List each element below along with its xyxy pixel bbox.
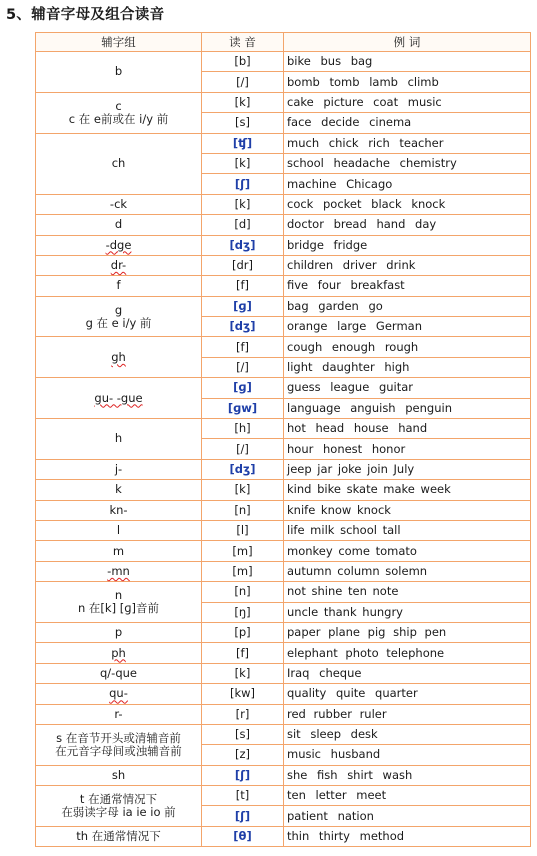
example-cell: kind bike skate make week (284, 480, 531, 500)
group-cell: h (36, 419, 202, 460)
sound-cell: [k] (202, 663, 284, 683)
example-cell: sit sleep desk (284, 724, 531, 744)
group-label: gu- -gue (94, 390, 143, 405)
sound-cell: [k] (202, 92, 284, 112)
sound-cell: [ʧ] (202, 133, 284, 153)
sound-cell: [t] (202, 786, 284, 806)
table-row (36, 643, 531, 663)
group-label: dr- (110, 258, 127, 273)
group-cell: sh (36, 765, 202, 785)
table-row (36, 541, 531, 561)
group-cell (36, 255, 202, 275)
table-row (36, 480, 531, 500)
group-cell: f (36, 276, 202, 296)
table-row (36, 704, 531, 724)
group-label: s 在音节开头或清辅音前 (56, 730, 181, 745)
sound-cell: [ʃ] (202, 174, 284, 194)
table-row (36, 622, 531, 642)
example-cell: doctor bread hand day (284, 215, 531, 235)
sound-cell: [ŋ] (202, 602, 284, 622)
group-cell (36, 582, 202, 623)
sound-cell: [l] (202, 520, 284, 540)
group-cell (36, 337, 202, 378)
group-cell (36, 561, 202, 581)
sound-cell: [/] (202, 357, 284, 377)
example-cell: face decide cinema (284, 113, 531, 133)
example-cell: orange large German (284, 317, 531, 337)
group-cell: ch (36, 133, 202, 194)
example-cell: red rubber ruler (284, 704, 531, 724)
table-row (36, 52, 531, 72)
table-row (36, 378, 531, 398)
table-row (36, 459, 531, 479)
table-row (36, 194, 531, 214)
example-cell: bomb tomb lamb climb (284, 72, 531, 92)
group-label: qu- (109, 686, 128, 701)
example-cell: cock pocket black knock (284, 194, 531, 214)
example-cell: school headache chemistry (284, 153, 531, 173)
sound-cell: [m] (202, 541, 284, 561)
sound-cell: [ɡ] (202, 296, 284, 316)
example-cell: not shine ten note (284, 582, 531, 602)
example-cell: cake picture coat music (284, 92, 531, 112)
group-label: ph (111, 645, 126, 660)
example-cell: hour honest honor (284, 439, 531, 459)
sound-cell: [/] (202, 72, 284, 92)
sound-cell: [dʒ] (202, 317, 284, 337)
sound-cell: [ʃ] (202, 765, 284, 785)
header-sound: 读 音 (202, 33, 284, 52)
group-label: gh (111, 349, 126, 364)
example-cell: jeep jar joke join July (284, 459, 531, 479)
table-row (36, 92, 531, 112)
example-cell: patient nation (284, 806, 531, 826)
sound-cell: [f] (202, 643, 284, 663)
group-label: c (115, 98, 122, 113)
example-cell: she fish shirt wash (284, 765, 531, 785)
sound-cell: [kw] (202, 684, 284, 704)
table-row (36, 826, 531, 846)
header-example: 例 词 (284, 33, 531, 52)
consonant-table (35, 32, 531, 847)
sound-cell: [s] (202, 724, 284, 744)
table-header-row (36, 33, 531, 52)
header-group: 辅字组 (36, 33, 202, 52)
group-cell: k (36, 480, 202, 500)
group-label: n (114, 588, 123, 603)
group-cell: -ck (36, 194, 202, 214)
group-cell (36, 786, 202, 827)
group-cell: p (36, 622, 202, 642)
example-cell: light daughter high (284, 357, 531, 377)
group-label-rule: g 在 e i/y 前 (85, 315, 152, 330)
sound-cell: [ɡ] (202, 378, 284, 398)
table-row (36, 765, 531, 785)
sound-cell: [k] (202, 480, 284, 500)
sound-cell: [m] (202, 561, 284, 581)
table-row (36, 684, 531, 704)
sound-cell: [h] (202, 419, 284, 439)
example-cell: monkey come tomato (284, 541, 531, 561)
sound-cell: [ɡw] (202, 398, 284, 418)
table-row (36, 235, 531, 255)
table-row (36, 520, 531, 540)
group-label-rule: c 在 e前或在 i/y 前 (68, 111, 169, 126)
sound-cell: [dr] (202, 255, 284, 275)
group-label: t 在通常情况下 (79, 791, 158, 806)
sound-cell: [ʃ] (202, 806, 284, 826)
table-row (36, 663, 531, 683)
sound-cell: [k] (202, 153, 284, 173)
example-cell: guess league guitar (284, 378, 531, 398)
sound-cell: [/] (202, 439, 284, 459)
example-cell: cough enough rough (284, 337, 531, 357)
example-cell: paper plane pig ship pen (284, 622, 531, 642)
example-cell: autumn column solemn (284, 561, 531, 581)
sound-cell: [z] (202, 745, 284, 765)
example-cell: Iraq cheque (284, 663, 531, 683)
group-cell: d (36, 215, 202, 235)
example-cell: five four breakfast (284, 276, 531, 296)
example-cell: uncle thank hungry (284, 602, 531, 622)
group-cell: l (36, 520, 202, 540)
table-row (36, 215, 531, 235)
sound-cell: [n] (202, 500, 284, 520)
sound-cell: [f] (202, 276, 284, 296)
example-cell: hot head house hand (284, 419, 531, 439)
group-cell (36, 724, 202, 765)
example-cell: quality quite quarter (284, 684, 531, 704)
sound-cell: [r] (202, 704, 284, 724)
group-cell (36, 296, 202, 337)
sound-cell: [dʒ] (202, 235, 284, 255)
example-cell: machine Chicago (284, 174, 531, 194)
group-label-rule: 在元音字母间或浊辅音前 (55, 743, 182, 758)
group-cell (36, 643, 202, 663)
group-cell: q/-que (36, 663, 202, 683)
group-cell: m (36, 541, 202, 561)
sound-cell: [k] (202, 194, 284, 214)
sound-cell: [n] (202, 582, 284, 602)
group-cell: b (36, 52, 202, 93)
group-label: g (114, 302, 123, 317)
group-cell: r- (36, 704, 202, 724)
example-cell: ten letter meet (284, 786, 531, 806)
group-label-rule: n 在[k] [ɡ]音前 (77, 601, 159, 616)
group-cell (36, 92, 202, 133)
sound-cell: [b] (202, 52, 284, 72)
group-label-rule: 在弱读字母 ia ie io 前 (61, 804, 176, 819)
group-cell (36, 684, 202, 704)
table-row (36, 276, 531, 296)
example-cell: bag garden go (284, 296, 531, 316)
example-cell: language anguish penguin (284, 398, 531, 418)
group-label: -dge (105, 237, 132, 252)
table-row (36, 133, 531, 153)
table-row (36, 419, 531, 439)
group-cell (36, 235, 202, 255)
example-cell: music husband (284, 745, 531, 765)
table-row (36, 561, 531, 581)
table-row (36, 582, 531, 602)
sound-cell: [θ] (202, 826, 284, 846)
example-cell: children driver drink (284, 255, 531, 275)
group-cell: j- (36, 459, 202, 479)
example-cell: life milk school tall (284, 520, 531, 540)
sound-cell: [dʒ] (202, 459, 284, 479)
example-cell: elephant photo telephone (284, 643, 531, 663)
table-row (36, 337, 531, 357)
table-row (36, 255, 531, 275)
table-row (36, 500, 531, 520)
group-label: -mn (107, 563, 130, 578)
section-title: 5、辅音字母及组合读音 (6, 7, 165, 23)
group-cell: kn- (36, 500, 202, 520)
table-row (36, 296, 531, 316)
example-cell: bridge fridge (284, 235, 531, 255)
example-cell: thin thirty method (284, 826, 531, 846)
table-row (36, 786, 531, 806)
table-row (36, 724, 531, 744)
group-cell: th 在通常情况下 (36, 826, 202, 846)
sound-cell: [d] (202, 215, 284, 235)
example-cell: much chick rich teacher (284, 133, 531, 153)
sound-cell: [s] (202, 113, 284, 133)
group-cell (36, 378, 202, 419)
sound-cell: [f] (202, 337, 284, 357)
sound-cell: [p] (202, 622, 284, 642)
example-cell: knife know knock (284, 500, 531, 520)
example-cell: bike bus bag (284, 52, 531, 72)
